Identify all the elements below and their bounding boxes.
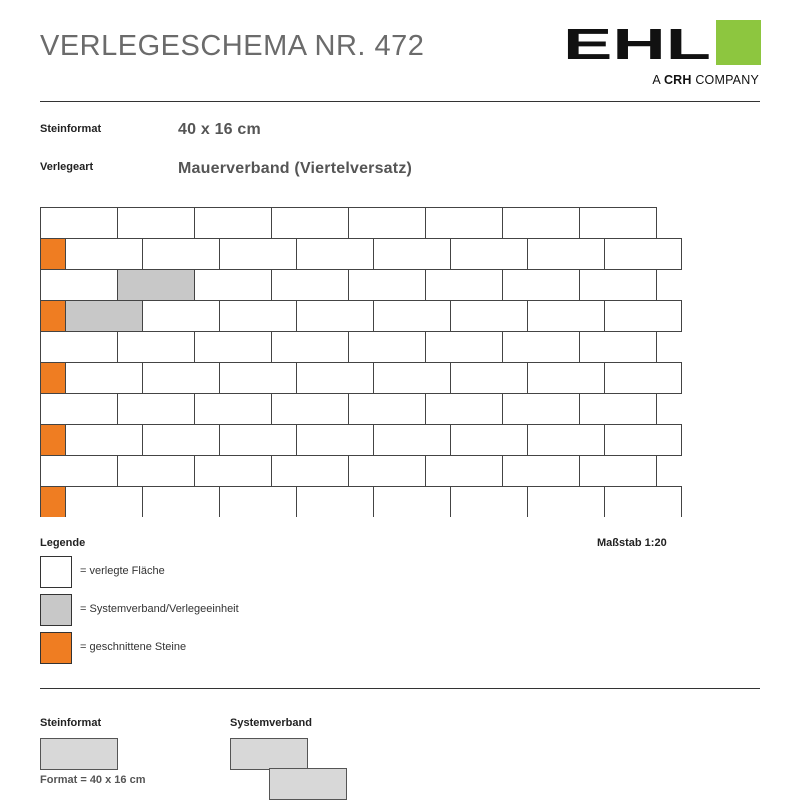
paving-stone (349, 394, 426, 425)
footer-steinformat-label: Steinformat (40, 717, 102, 729)
paving-stone (41, 332, 118, 363)
paving-stone (297, 301, 374, 332)
footer-divider (40, 688, 760, 689)
system-unit-stone (118, 270, 195, 301)
logo-tagline: A CRH COMPANY (652, 73, 759, 87)
cut-stone (41, 363, 66, 394)
paving-stone (272, 394, 349, 425)
paving-stone (426, 270, 503, 301)
paving-stone (374, 425, 451, 456)
paving-stone (143, 425, 220, 456)
paving-stone (195, 270, 272, 301)
legend-label: = geschnittene Steine (80, 641, 187, 653)
legend-label: = Systemverband/Verlegeeinheit (80, 603, 239, 615)
stone-format-example (40, 738, 118, 770)
cut-stone (41, 425, 66, 456)
paving-stone (195, 394, 272, 425)
steinformat-label: Steinformat (40, 123, 102, 135)
paving-stone (220, 363, 297, 394)
paving-stone (528, 301, 605, 332)
ehl-logo (563, 20, 761, 90)
paving-stone (272, 456, 349, 487)
paving-stone (349, 456, 426, 487)
paving-stone (426, 394, 503, 425)
paving-stone (451, 487, 528, 518)
paving-stone (143, 239, 220, 270)
paving-stone (605, 363, 682, 394)
paving-stone (41, 208, 118, 239)
paving-stone (580, 456, 657, 487)
page-title: VERLEGESCHEMA NR. 472 (40, 30, 425, 62)
paving-stone (195, 456, 272, 487)
paving-stone (41, 394, 118, 425)
paving-stone (272, 332, 349, 363)
paving-stone (580, 208, 657, 239)
paving-stone (118, 456, 195, 487)
paving-stone (503, 456, 580, 487)
paving-stone (272, 208, 349, 239)
verlegeart-label: Verlegeart (40, 161, 94, 173)
paving-stone (118, 332, 195, 363)
paving-stone (528, 425, 605, 456)
paving-stone (503, 394, 580, 425)
legend-swatch-white (40, 556, 72, 588)
paving-stone (605, 301, 682, 332)
paving-stone (605, 239, 682, 270)
paving-stone (528, 487, 605, 518)
paving-stone (297, 363, 374, 394)
paving-stone (426, 456, 503, 487)
paving-stone (220, 425, 297, 456)
cut-stone (41, 239, 66, 270)
paving-stone (220, 301, 297, 332)
paving-stone (220, 487, 297, 518)
system-unit-stone-bottom (269, 768, 347, 800)
paving-stone (451, 363, 528, 394)
verlegeart-value: Mauerverband (Viertelversatz) (178, 160, 413, 177)
paving-stone (451, 239, 528, 270)
paving-stone (118, 208, 195, 239)
paving-stone (118, 394, 195, 425)
format-note: Format = 40 x 16 cm (40, 774, 146, 786)
paving-stone (297, 425, 374, 456)
ehl-wordmark (563, 26, 713, 60)
paving-stone (503, 332, 580, 363)
steinformat-value: 40 x 16 cm (178, 121, 261, 138)
paving-stone (220, 239, 297, 270)
paving-stone (272, 270, 349, 301)
system-unit-stone (66, 301, 143, 332)
paving-stone (349, 270, 426, 301)
paving-stone (349, 332, 426, 363)
paving-stone (503, 208, 580, 239)
paving-stone (349, 208, 426, 239)
paving-stone (528, 363, 605, 394)
paving-stone (605, 487, 682, 518)
paving-stone (143, 363, 220, 394)
paving-stone (374, 363, 451, 394)
cut-stone (41, 301, 66, 332)
header-divider (40, 101, 760, 102)
paving-stone (580, 394, 657, 425)
paving-stone (66, 363, 143, 394)
paving-stone (195, 332, 272, 363)
paving-stone (66, 487, 143, 518)
paving-stone (143, 301, 220, 332)
ehl-wordmark-text: EHL (563, 26, 711, 60)
paving-stone (374, 301, 451, 332)
paving-stone (297, 487, 374, 518)
paving-stone (195, 208, 272, 239)
paving-stone (580, 332, 657, 363)
paving-stone (605, 425, 682, 456)
legend-title: Legende (40, 537, 86, 549)
footer-systemverband-label: Systemverband (230, 717, 312, 729)
legend-swatch-gray (40, 594, 72, 626)
paving-stone (374, 239, 451, 270)
paving-stone (41, 270, 118, 301)
paving-stone (41, 456, 118, 487)
paving-stone (66, 425, 143, 456)
paving-stone (66, 239, 143, 270)
paving-stone (426, 332, 503, 363)
paving-stone (374, 487, 451, 518)
laying-pattern (40, 207, 686, 517)
legend-label: = verlegte Fläche (80, 565, 165, 577)
paving-stone (451, 425, 528, 456)
paving-stone (528, 239, 605, 270)
legend-swatch-orange (40, 632, 72, 664)
paving-stone (580, 270, 657, 301)
paving-stone (143, 487, 220, 518)
paving-stone (451, 301, 528, 332)
brand-green-square (716, 20, 761, 65)
cut-stone (41, 487, 66, 518)
system-unit-stone-top (230, 738, 308, 770)
paving-stone (426, 208, 503, 239)
paving-stone (503, 270, 580, 301)
scale-label: Maßstab 1:20 (597, 537, 667, 549)
paving-stone (297, 239, 374, 270)
